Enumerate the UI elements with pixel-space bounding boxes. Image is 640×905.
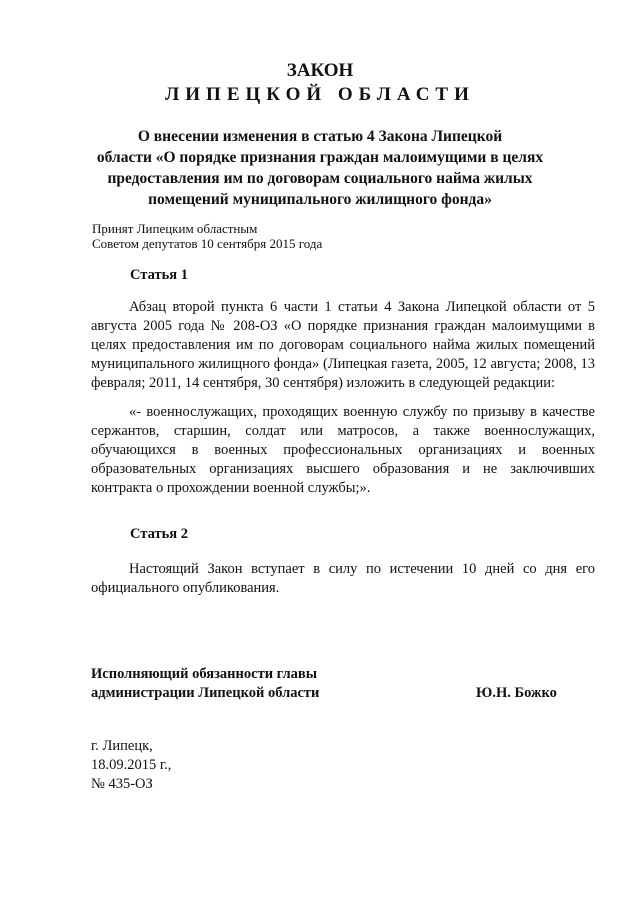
adoption-line: Принят Липецким областным <box>92 221 258 236</box>
signatory-name: Ю.Н. Божко <box>476 685 557 701</box>
law-title: ЗАКОН <box>286 60 354 81</box>
article-1-heading: Статья 1 <box>130 267 188 283</box>
subject-line: предоставления им по договорам социального найма жилых <box>107 170 533 187</box>
adoption-line: Советом депутатов 10 сентября 2015 года <box>92 236 323 251</box>
signatory-title-line: Исполняющий обязанности главы <box>91 666 318 682</box>
signatory-title <box>91 665 319 703</box>
signatory-title-line: администрации Липецкой области <box>91 685 320 701</box>
article-1-paragraph: Абзац второй пункта 6 части 1 статьи 4 Закона Липецкой области от 5 августа 2005 года № 208-ОЗ «О порядке признания граждан малоимущими в целях предоставления им по договорам социального найма жилых помещений муниципального жилищного фонда» (Липецкая газета, 2005, 12 августа; 2008, 13 февраля; 2011, 14 сентября, 30 сентября) изложить в следующей редакции: <box>91 299 595 391</box>
law-subject <box>95 126 545 210</box>
subject-line: помещений муниципального жилищного фонда» <box>148 191 492 208</box>
subject-line: области «О порядке признания граждан малоимущими в целях <box>96 149 544 166</box>
place-date-number <box>91 737 171 794</box>
law-region: ЛИПЕЦКОЙ ОБЛАСТИ <box>165 84 475 105</box>
place-date: 18.09.2015 г., <box>91 757 172 773</box>
subject-line: О внесении изменения в статью 4 Закона Липецкой <box>137 128 503 145</box>
article-1-quote: «- военнослужащих, проходящих военную службу по призыву в качестве сержантов, старшин, солдат или матросов, а также военнослужащих, обучающихся в военных профессиональных организациях и военных образовательных организациях высшего образования и не заключивших контракта о прохождении военной службы;». <box>91 404 595 496</box>
place-city: г. Липецк, <box>91 738 153 754</box>
adoption-note <box>92 221 322 251</box>
article-2-paragraph: Настоящий Закон вступает в силу по истечении 10 дней со дня его официального опубликования. <box>91 561 595 596</box>
article-2-heading: Статья 2 <box>130 526 188 542</box>
law-number: № 435-ОЗ <box>91 776 153 792</box>
